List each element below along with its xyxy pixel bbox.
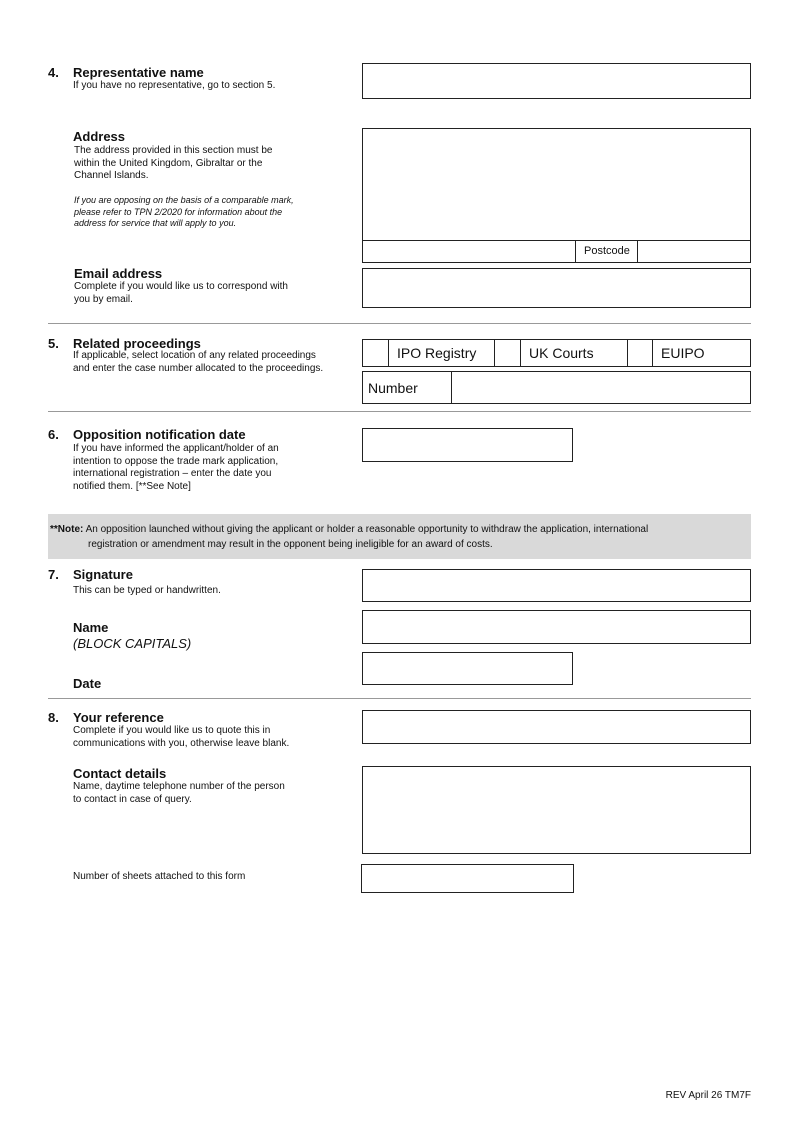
postcode-input[interactable]: [637, 240, 751, 263]
note-line-1: An opposition launched without giving the applicant or holder a reasonable opportunity to withdraw the application, international: [83, 524, 649, 535]
uk-courts-checkbox[interactable]: [494, 339, 521, 367]
address-italic-line-2: please refer to TPN 2/2020 for information about the: [74, 206, 283, 217]
address-hint-line-1: The address provided in this section must be: [74, 145, 273, 156]
name-heading: Name: [73, 620, 109, 635]
euipo-checkbox[interactable]: [627, 339, 653, 367]
representative-name-heading: Representative name: [73, 65, 204, 80]
address-italic-line-1: If you are opposing on the basis of a comparable mark,: [74, 195, 294, 205]
date-input[interactable]: [362, 652, 573, 685]
notification-date-input[interactable]: [362, 428, 573, 462]
uk-courts-label: UK Courts: [520, 339, 628, 367]
section-8-number: 8.: [48, 710, 59, 725]
date-heading: Date: [73, 676, 102, 691]
sheets-attached-label: Number of sheets attached to this form: [73, 871, 246, 882]
section-4-number: 4.: [48, 65, 59, 80]
email-input[interactable]: [362, 268, 751, 308]
email-hint-line-2: you by email.: [74, 293, 133, 305]
divider: [48, 698, 751, 699]
address-hint-line-3: Channel Islands.: [74, 170, 149, 181]
email-heading: Email address: [74, 266, 163, 281]
email-hint-line-1: Complete if you would like us to correspond with: [74, 281, 288, 292]
signature-input[interactable]: [362, 569, 751, 602]
sheets-attached-input[interactable]: [361, 864, 574, 893]
representative-name-hint: If you have no representative, go to section 5.: [73, 80, 276, 91]
postcode-label: Postcode: [575, 240, 638, 263]
representative-name-input[interactable]: [362, 63, 751, 99]
contact-details-heading: Contact details: [73, 766, 167, 781]
revision-footer: REV April 26 TM7F: [665, 1090, 751, 1101]
your-reference-input[interactable]: [362, 710, 751, 744]
euipo-label: EUIPO: [652, 339, 751, 367]
address-last-line-input[interactable]: [362, 240, 576, 263]
contact-details-hint-line-2: to contact in case of query.: [73, 793, 192, 805]
note-label: **Note:: [50, 524, 84, 535]
signature-heading: Signature: [73, 567, 133, 582]
address-italic-line-3: address for service that will apply to you.: [74, 218, 237, 228]
opposition-notification-hint-line-3: international registration – enter the date you: [73, 468, 272, 479]
costs-note: [48, 514, 751, 559]
opposition-notification-hint-line-2: intention to oppose the trade mark application,: [73, 455, 279, 467]
related-proceedings-heading: Related proceedings: [73, 336, 201, 351]
divider: [48, 323, 751, 324]
section-7-number: 7.: [48, 567, 59, 582]
case-number-label: Number: [362, 371, 452, 404]
note-line-2: registration or amendment may result in the opponent being ineligible for an award of costs.: [88, 539, 493, 550]
case-number-input[interactable]: [451, 371, 751, 404]
address-heading: Address: [73, 129, 126, 144]
opposition-notification-hint-line-4: notified them. [**See Note]: [73, 480, 191, 492]
your-reference-hint-line-1: Complete if you would like us to quote this in: [73, 725, 271, 736]
name-input[interactable]: [362, 610, 751, 644]
contact-details-textarea[interactable]: [362, 766, 751, 854]
section-5-number: 5.: [48, 336, 59, 351]
related-proceedings-hint-line-1: If applicable, select location of any related proceedings: [73, 350, 316, 361]
opposition-notification-hint-line-1: If you have informed the applicant/holder of an: [73, 443, 279, 454]
name-hint: (BLOCK CAPITALS): [73, 636, 192, 651]
contact-details-hint-line-1: Name, daytime telephone number of the person: [73, 781, 285, 792]
signature-hint: This can be typed or handwritten.: [73, 585, 221, 596]
ipo-registry-checkbox[interactable]: [362, 339, 389, 367]
ipo-registry-label: IPO Registry: [388, 339, 495, 367]
address-textarea[interactable]: [362, 128, 751, 241]
section-6-number: 6.: [48, 427, 59, 442]
related-proceedings-hint-line-2: and enter the case number allocated to the proceedings.: [73, 362, 324, 374]
divider: [48, 411, 751, 412]
your-reference-hint-line-2: communications with you, otherwise leave blank.: [73, 737, 290, 749]
address-hint-line-2: within the United Kingdom, Gibraltar or the: [74, 157, 263, 169]
opposition-notification-heading: Opposition notification date: [73, 427, 246, 442]
your-reference-heading: Your reference: [73, 710, 164, 725]
